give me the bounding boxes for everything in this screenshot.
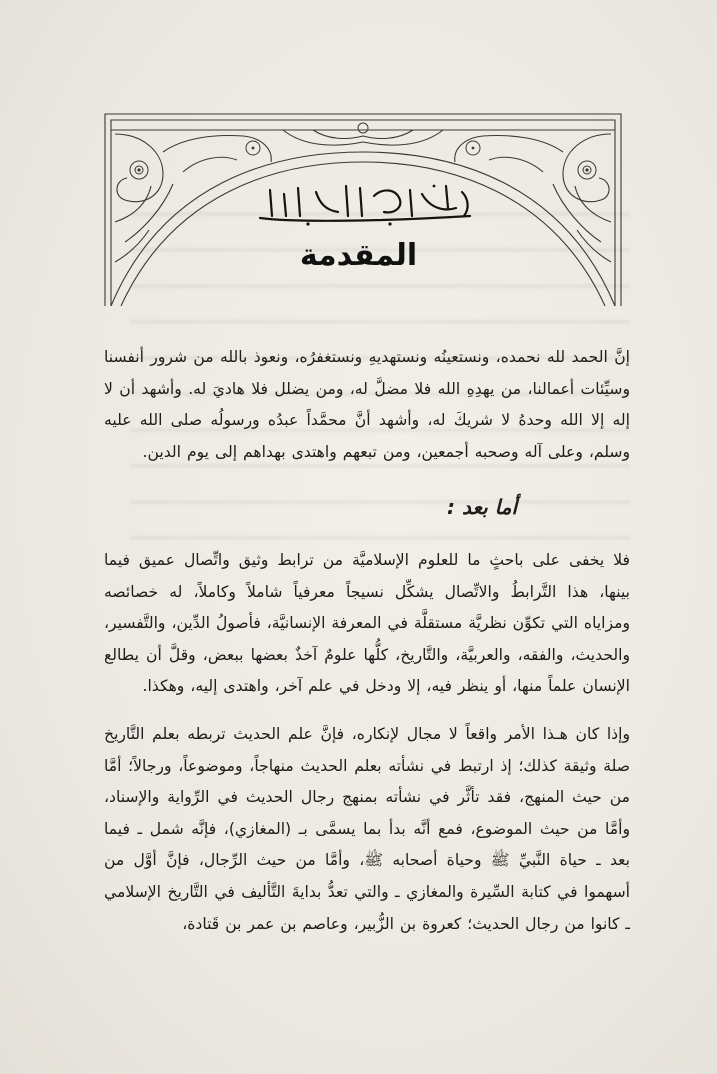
paragraph-hadith-history: وإذا كان هـذا الأمر واقعاً لا مجال لإنكاره، فإنَّ علم الحديث تربطه بعلم التَّاريخ صلة وثيقة كذلك؛ إذ ارتبط في نشأته بعلم الحديث منهاجاً، وموضوعاً، ورجالاً؛ أمَّا من حيث المنهج، فقد تأثَّر في نشأته بمنهج رجال الحديث في الرِّواية والإسناد، وأمَّا من حيث الموضوع، فمع أنَّه بدأ بما يسمَّى بـ (المغازي)، فإنَّه شمل ـ فيما بعد ـ حياة النَّبيِّ ﷺ وحياة أصحابه ﷺ، وأمَّا من حيث الرِّجال، فإنَّ أوَّل من أسهموا في كتابة السِّيرة والمغازي ـ والتي تعدُّ بدايةَ التَّأليف في التَّاريخ الإسلامي ـ كانوا من رجال الحديث؛ كعروة بن الزُّبير، وعاصم بن عمر بن قَتادة، xyxy=(104,725,630,933)
paragraph-opening: إنَّ الحمد لله نحمده، ونستعينُه ونستهديهِ ونستغفرُه، ونعوذ بالله من شرور أنفسنا وسيِّئات أعمالنا، من يهدِهِ الله فلا مضلَّ له، ومن يضلل فلا هاديَ له. وأشهد أن لا إله إلا الله وحدهُ لا شريكَ له، وأشهد أنَّ محمَّداً عبدُه ورسولُه صلى الله عليه وسلم، وعلى آله وصحبه أجمعين، ومن تبعهم واهتدى بهداهم إلى يوم الدين. xyxy=(104,348,630,461)
section-title: المقدمة xyxy=(299,238,418,273)
paragraph-sciences: فلا يخفى على باحثٍ ما للعلوم الإسلاميَّة من ترابط وثيق واتِّصال عميق فيما بينها، هذا التَّرابطُ والاتِّصال يشكِّل نسيجاً معرفياً شاملاً وكاملاً، له خصائصه ومزاياه التي تكوِّن نظريَّة مستقلَّة في المعرفة الإنسانيَّة، فأصولُ الدِّين، والتَّفسير، والحديث، والفقه، والعربيَّة، والتَّاريخ، كلُّها علومٌ آخذٌ بعضها ببعض، وقلَّ أن يطالع الإنسان علماً منها، أو ينظر فيه، إلا ودخل في علم آخر، واهتدى إليه، وهكذا. xyxy=(104,551,630,696)
amma-baad-heading: أما بعد : xyxy=(447,495,517,519)
basmala-calligraphy xyxy=(250,178,480,230)
